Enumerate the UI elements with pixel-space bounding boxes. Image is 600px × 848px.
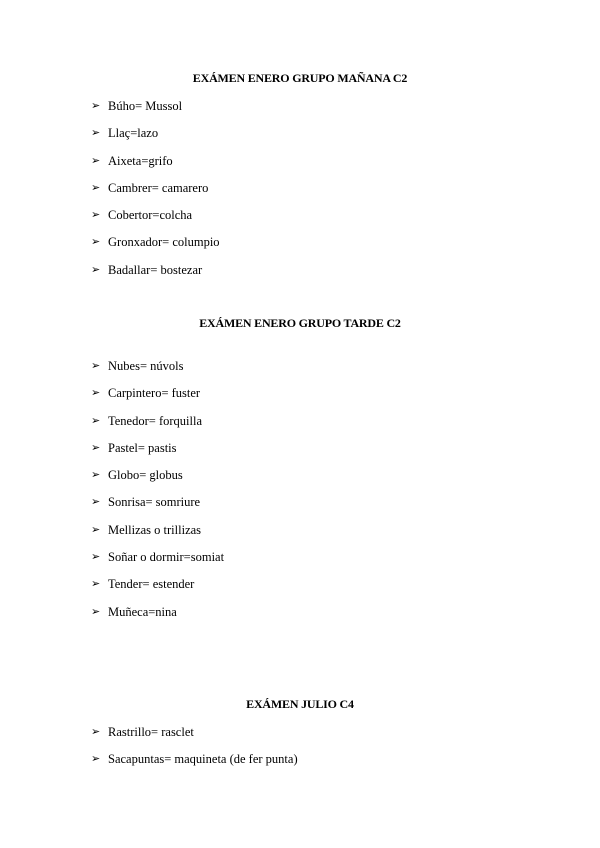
list-item-text: Aixeta=grifo <box>108 153 173 168</box>
list-item <box>91 126 220 153</box>
arrow-bullet-icon: ➢ <box>91 440 101 454</box>
list-item <box>91 495 224 522</box>
list-item <box>91 99 220 126</box>
list-item <box>91 414 224 441</box>
list-item <box>91 235 220 262</box>
list-item <box>91 605 224 632</box>
list-item <box>91 468 224 495</box>
list-item-text: Carpintero= fuster <box>108 386 201 401</box>
list-item <box>91 181 220 208</box>
arrow-bullet-icon: ➢ <box>91 180 101 194</box>
arrow-bullet-icon: ➢ <box>91 386 101 400</box>
list-item <box>91 725 298 752</box>
arrow-bullet-icon: ➢ <box>91 208 101 222</box>
list-item <box>91 208 220 235</box>
list-item-text: Soñar o dormir=somiat <box>108 550 225 565</box>
word-list-enero-manana <box>91 99 220 290</box>
arrow-bullet-icon: ➢ <box>91 413 101 427</box>
list-item-text: Muñeca=nina <box>108 604 177 619</box>
list-item-text: Búho= Mussol <box>108 99 183 113</box>
list-item <box>91 441 224 468</box>
arrow-bullet-icon: ➢ <box>91 153 101 167</box>
arrow-bullet-icon: ➢ <box>91 495 101 509</box>
arrow-bullet-icon: ➢ <box>91 522 101 536</box>
list-item-text: Cambrer= camarero <box>108 180 209 195</box>
list-item <box>91 752 298 779</box>
arrow-bullet-icon: ➢ <box>91 262 101 276</box>
word-list-julio <box>91 725 298 780</box>
arrow-bullet-icon: ➢ <box>91 99 101 112</box>
list-item-text: Sacapuntas= maquineta (de fer punta) <box>108 752 298 767</box>
list-item <box>91 154 220 181</box>
list-item-text: Rastrillo= rasclet <box>108 725 194 739</box>
arrow-bullet-icon: ➢ <box>91 752 101 766</box>
arrow-bullet-icon: ➢ <box>91 235 101 249</box>
list-item-text: Tenedor= forquilla <box>108 413 202 428</box>
arrow-bullet-icon: ➢ <box>91 126 101 140</box>
section-title-enero-tarde: EXÁMEN ENERO GRUPO TARDE C2 <box>199 316 401 330</box>
list-item-text: Sonrisa= somriure <box>108 495 201 510</box>
section-title-enero-manana: EXÁMEN ENERO GRUPO MAÑANA C2 <box>192 71 408 85</box>
list-item-text: Nubes= núvols <box>108 359 184 373</box>
arrow-bullet-icon: ➢ <box>91 468 101 482</box>
arrow-bullet-icon: ➢ <box>91 577 101 591</box>
arrow-bullet-icon: ➢ <box>91 550 101 564</box>
list-item <box>91 577 224 604</box>
word-list-enero-tarde <box>91 359 224 632</box>
list-item <box>91 523 224 550</box>
list-item-text: Badallar= bostezar <box>108 262 203 277</box>
list-item-text: Llaç=lazo <box>108 126 159 141</box>
section-title-julio: EXÁMEN JULIO C4 <box>246 697 354 711</box>
list-item-text: Gronxador= columpio <box>108 235 220 250</box>
list-item-text: Cobertor=colcha <box>108 208 193 223</box>
list-item <box>91 263 220 290</box>
list-item-text: Pastel= pastis <box>108 440 177 455</box>
arrow-bullet-icon: ➢ <box>91 725 101 738</box>
list-item <box>91 550 224 577</box>
list-item <box>91 359 224 386</box>
list-item-text: Mellizas o trillizas <box>108 522 202 537</box>
list-item-text: Globo= globus <box>108 468 183 483</box>
arrow-bullet-icon: ➢ <box>91 604 101 618</box>
arrow-bullet-icon: ➢ <box>91 359 101 372</box>
list-item-text: Tender= estender <box>108 577 195 592</box>
list-item <box>91 386 224 413</box>
